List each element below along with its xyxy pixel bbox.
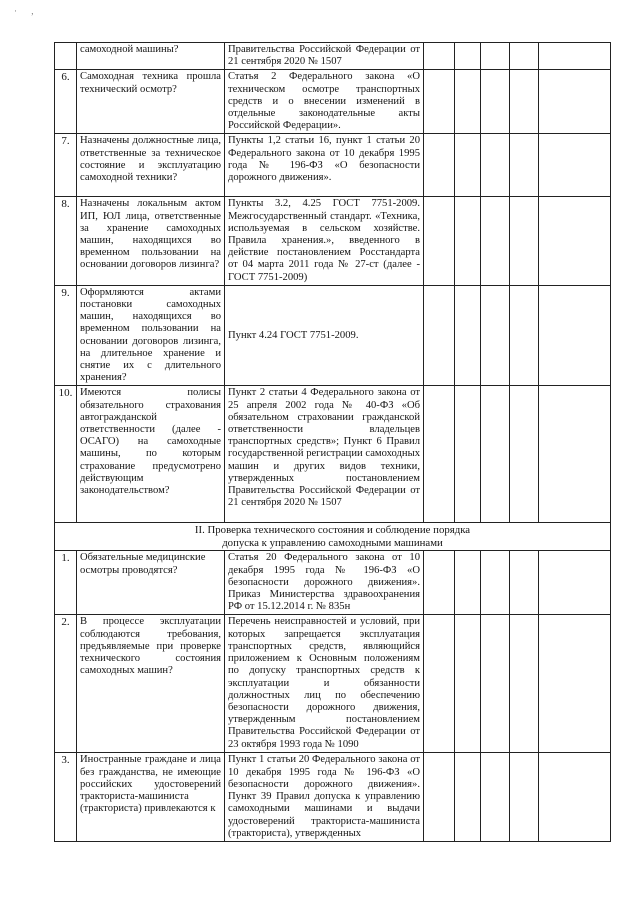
table-row xyxy=(55,551,611,615)
answer-cell xyxy=(481,386,510,523)
answer-cell xyxy=(424,70,455,134)
table-row xyxy=(55,70,611,134)
question-cell: Назначены должностные лица, ответственные за техническое состояние и эксплуатацию самоходной техники? xyxy=(77,134,225,197)
answer-cell xyxy=(481,551,510,615)
row-number: 1. xyxy=(55,551,77,615)
answer-cell xyxy=(424,386,455,523)
table-row xyxy=(55,197,611,285)
reference-cell: Пункты 3.2, 4.25 ГОСТ 7751-2009. Межгосударственный стандарт. «Техника, используемая в сельском хозяйстве. Правила хранения.», введенного в действие постановлением Росстандарта от 04 марта 2011 года № 27-ст (далее - ГОСТ 7751-2009) xyxy=(225,197,424,285)
note-cell xyxy=(539,197,611,285)
answer-cell xyxy=(455,551,481,615)
note-cell xyxy=(539,386,611,523)
table-row xyxy=(55,134,611,197)
question-cell: самоходной машины? xyxy=(77,43,225,70)
answer-cell xyxy=(455,753,481,841)
row-number: 2. xyxy=(55,615,77,753)
answer-cell xyxy=(510,197,539,285)
table-row xyxy=(55,43,611,70)
reference-cell: Правительства Российской Федерации от 21 сентября 2020 № 1507 xyxy=(225,43,424,70)
corner-marks: · , xyxy=(14,6,40,16)
question-cell: Оформляются актами постановки самоходных машин, находящихся во временном пользовании на основании договоров лизинга, на длительное хранение и снятие их с длительного хранения? xyxy=(77,285,225,386)
reference-cell: Пункт 1 статьи 20 Федерального закона от 10 декабря 1995 года № 196-ФЗ «О безопасности дорожного движения». Пункт 39 Правил допуска к управлению самоходными машинами и выдачи удостоверений тракториста-машиниста (тракториста), утвержденных xyxy=(225,753,424,841)
row-number: 9. xyxy=(55,285,77,386)
note-cell xyxy=(539,43,611,70)
answer-cell xyxy=(424,615,455,753)
section-header-row xyxy=(55,523,611,551)
answer-cell xyxy=(481,753,510,841)
row-number: 10. xyxy=(55,386,77,523)
question-cell: Иностранные граждане и лица без гражданства, не имеющие российских удостоверений тракториста-машиниста (тракториста) привлекаются к xyxy=(77,753,225,841)
reference-cell: Пункты 1,2 статьи 16, пункт 1 статьи 20 Федерального закона от 10 декабря 1995 года № 196-ФЗ «О безопасности дорожного движения». xyxy=(225,134,424,197)
row-number: 8. xyxy=(55,197,77,285)
note-cell xyxy=(539,70,611,134)
answer-cell xyxy=(510,551,539,615)
answer-cell xyxy=(455,70,481,134)
section-heading xyxy=(55,523,611,551)
answer-cell xyxy=(455,134,481,197)
question-cell: Назначены локальным актом ИП, ЮЛ лица, ответственные за хранение самоходных машин, находящихся во временном пользовании на основании договоров лизинга? xyxy=(77,197,225,285)
answer-cell xyxy=(510,615,539,753)
answer-cell xyxy=(424,197,455,285)
question-cell: Самоходная техника прошла технический осмотр? xyxy=(77,70,225,134)
checklist-table xyxy=(54,42,611,842)
reference-cell: Статья 2 Федерального закона «О техническом осмотре транспортных средств и о внесении изменений в отдельные законодательные акты Российской Федерации». xyxy=(225,70,424,134)
row-number: 7. xyxy=(55,134,77,197)
answer-cell xyxy=(510,386,539,523)
answer-cell xyxy=(424,43,455,70)
answer-cell xyxy=(481,197,510,285)
answer-cell xyxy=(481,615,510,753)
question-cell: Обязательные медицинские осмотры проводятся? xyxy=(77,551,225,615)
section-heading-line1: II. Проверка технического состояния и соблюдение порядка xyxy=(194,524,471,537)
note-cell xyxy=(539,134,611,197)
section-heading-line2: допуска к управлению самоходными машинами xyxy=(222,536,443,549)
answer-cell xyxy=(481,285,510,386)
answer-cell xyxy=(455,43,481,70)
note-cell xyxy=(539,615,611,753)
answer-cell xyxy=(455,197,481,285)
reference-cell: Пункт 4.24 ГОСТ 7751-2009. xyxy=(225,285,424,386)
answer-cell xyxy=(481,43,510,70)
answer-cell xyxy=(510,753,539,841)
table-row xyxy=(55,386,611,523)
answer-cell xyxy=(481,70,510,134)
note-cell xyxy=(539,551,611,615)
row-number xyxy=(55,43,77,70)
note-cell xyxy=(539,285,611,386)
answer-cell xyxy=(510,43,539,70)
answer-cell xyxy=(455,615,481,753)
answer-cell xyxy=(510,285,539,386)
answer-cell xyxy=(510,134,539,197)
answer-cell xyxy=(455,285,481,386)
table-row xyxy=(55,285,611,386)
table-row xyxy=(55,615,611,753)
reference-cell: Статья 20 Федерального закона от 10 декабря 1995 года № 196-ФЗ «О безопасности дорожного движения». Приказ Министерства здравоохранения РФ от 15.12.2014 г. № 835н xyxy=(225,551,424,615)
note-cell xyxy=(539,753,611,841)
answer-cell xyxy=(424,285,455,386)
question-cell: В процессе эксплуатации соблюдаются требования, предъявляемые при проверке технического состояния самоходных машин? xyxy=(77,615,225,753)
reference-cell: Перечень неисправностей и условий, при которых запрещается эксплуатация транспортных средств, являющийся приложением к Основным положениям по допуску транспортных средств к эксплуатации и обязанности должностных лиц по обеспечению безопасности дорожного движения, утвержденным постановлением Правительства Российской Федерации от 23 октября 1993 года № 1090 xyxy=(225,615,424,753)
row-number: 3. xyxy=(55,753,77,841)
answer-cell xyxy=(424,753,455,841)
row-number: 6. xyxy=(55,70,77,134)
answer-cell xyxy=(455,386,481,523)
answer-cell xyxy=(424,134,455,197)
answer-cell xyxy=(424,551,455,615)
table-row xyxy=(55,753,611,841)
reference-cell: Пункт 2 статьи 4 Федерального закона от 25 апреля 2002 года № 40-ФЗ «Об обязательном страховании гражданской ответственности владельцев транспортных средств»; Пункт 6 Правил государственной регистрации самоходных машин и других видов техники, утвержденных постановлением Правительства Российской Федерации от 21 сентября 2020 № 1507 xyxy=(225,386,424,523)
answer-cell xyxy=(510,70,539,134)
question-cell: Имеются полисы обязательного страхования автогражданской ответственности (далее - ОСАГО) на самоходные машины, по которым страхование предусмотрено действующим законодательством? xyxy=(77,386,225,523)
answer-cell xyxy=(481,134,510,197)
